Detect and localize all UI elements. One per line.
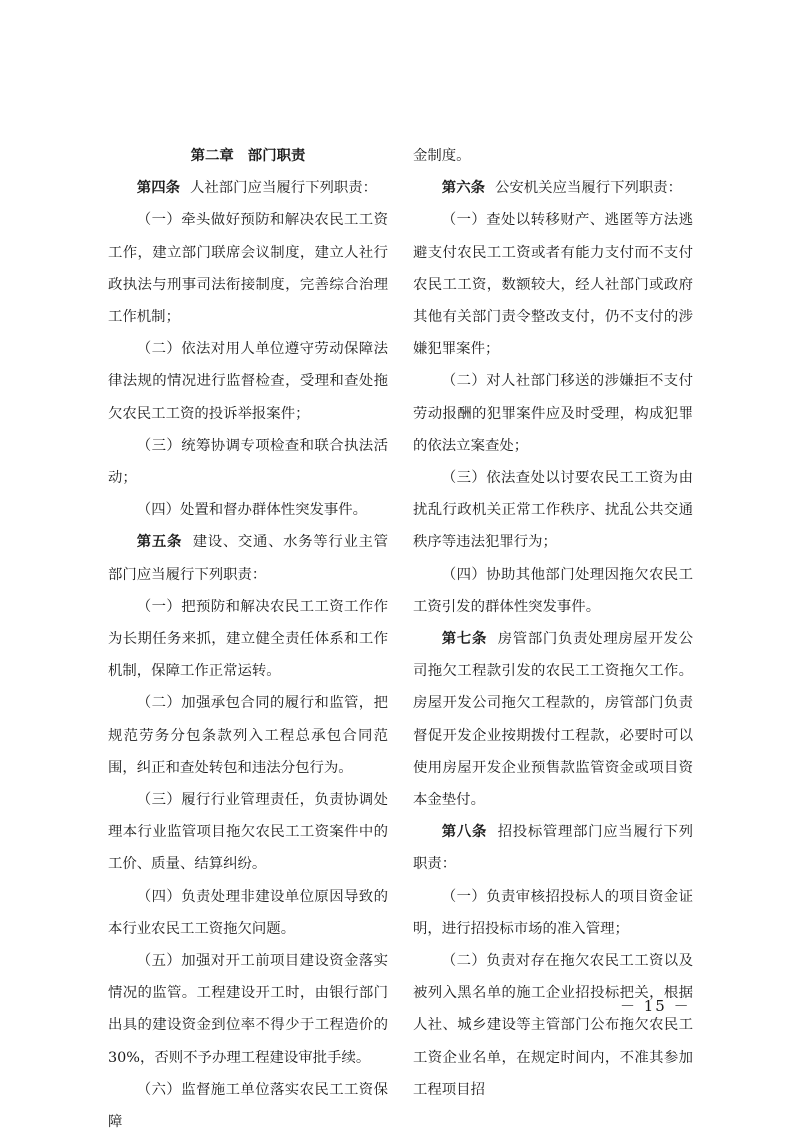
article-4-title: 第四条 [136,179,180,197]
article-6 [413,172,693,204]
article-5-title: 第五条 [136,533,183,551]
article-8-title: 第八条 [441,823,488,841]
article-5-item-1: （一）把预防和解决农民工工资工作作为长期任务来抓，建立健全责任体系和工作机制，保障工作正常运转。 [108,598,388,680]
article-4-item-1: （一）牵头做好预防和解决农民工工资工作，建立部门联席会议制度，建立人社行政执法与刑事司法衔接制度，完善综合治理工作机制； [108,212,388,326]
chapter-number: 第二章 [190,147,234,164]
page-number: － 15 － [620,997,691,1015]
article-6-item-1: （一）查处以转移财产、逃匿等方法逃避支付农民工工资或者有能力支付而不支付农民工工资，数额较大，经人社部门或政府其他有关部门责令整改支付，仍不支付的涉嫌犯罪案件； [413,212,693,358]
article-5-item-6: （六）监督施工单位落实农民工工资保障 [108,1081,388,1131]
article-7-body: 房管部门负责处理房屋开发公司拖欠工程款引发的农民工工资拖欠工作。房屋开发公司拖欠工程款的，房管部门负责督促开发企业按期拨付工程款，必要时可以使用房屋开发企业预售款监管资金或项目资本金垫付。 [413,631,693,809]
article-7-title: 第七条 [441,630,488,648]
chapter-title: 部门职责 [247,147,306,164]
article-4-item-4: （四）处置和督办群体性突发事件。 [136,502,368,519]
article-5-item-3: （三）履行行业管理责任，负责协调处理本行业监管项目拖欠农民工工资案件中的工价、质量、结算纠纷。 [108,792,388,873]
article-6-item-3: （三）依法查处以讨要农民工工资为由扰乱行政机关正常工作秩序、扰乱公共交通秩序等违法犯罪行为； [413,470,693,551]
article-6-title: 第六条 [441,179,485,197]
article-5-lead: 建设、交通、水务等行业主管部门应当履行下列职责： [108,534,388,583]
article-5 [108,526,388,590]
article-5-item-2: （二）加强承包合同的履行和监管，把规范劳务分包条款列入工程总承包合同范围，纠正和查处转包和违法分包行为。 [108,695,388,776]
article-8-item-2: （二）负责对存在拖欠农民工工资以及被列入黑名单的施工企业招投标把关，根据人社、城乡建设等主管部门公布拖欠农民工工资企业名单，在规定时间内，不准其参加工程项目招 [413,953,693,1098]
article-6-item-4: （四）协助其他部门处理因拖欠农民工工资引发的群体性突发事件。 [413,566,693,615]
article-8-item-1: （一）负责审核招投标人的项目资金证明，进行招投标市场的准入管理； [413,888,693,937]
left-column [108,140,388,1138]
article-4-lead: 人社部门应当履行下列职责： [189,180,378,197]
article-6-item-2: （二）对人社部门移送的涉嫌拒不支付劳动报酬的犯罪案件应及时受理，构成犯罪的依法立案查处； [413,373,693,454]
article-4 [108,172,388,204]
continuation-text: 金制度。 [413,148,471,164]
chapter-heading [108,140,388,172]
article-4-item-3: （三）统筹协调专项检查和联合执法活动； [108,437,388,487]
article-8-lead: 招投标管理部门应当履行下列职责： [413,824,693,873]
article-7 [413,623,693,816]
right-column [413,140,693,1106]
article-5-item-5: （五）加强对开工前项目建设资金落实情况的监管。工程建设开工时，由银行部门出具的建设资金到位率不得少于工程造价的30%，否则不予办理工程建设审批手续。 [108,953,388,1066]
article-4-item-2: （二）依法对用人单位遵守劳动保障法律法规的情况进行监督检查，受理和查处拖欠农民工工资的投诉举报案件； [108,341,388,422]
article-6-lead: 公安机关应当履行下列职责： [494,180,683,197]
article-8 [413,816,693,880]
article-5-item-4: （四）负责处理非建设单位原因导致的本行业农民工工资拖欠问题。 [108,888,388,937]
